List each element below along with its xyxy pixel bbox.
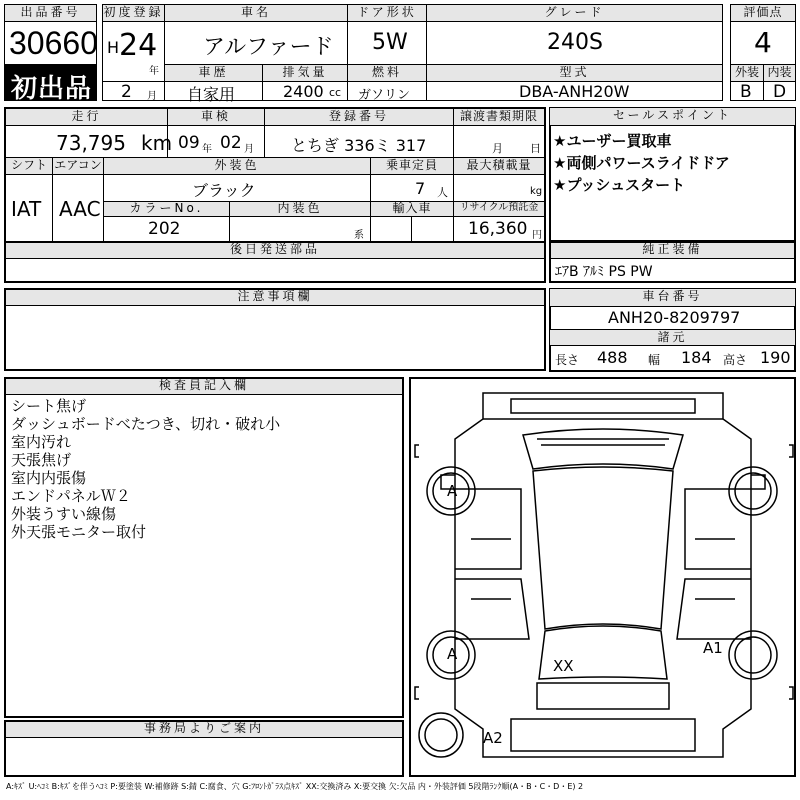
inspector-label: 検査員記入欄 bbox=[4, 377, 404, 395]
displacement-unit: cc bbox=[329, 86, 342, 99]
later-parts-box bbox=[4, 258, 546, 283]
ext-grade-cell bbox=[730, 81, 764, 101]
car-name-cell bbox=[164, 21, 348, 65]
transfer-month-unit: 月 bbox=[492, 142, 503, 155]
car-name-label: 車名 bbox=[164, 4, 348, 22]
shift: IAT bbox=[11, 197, 42, 221]
fuel-cell bbox=[347, 81, 427, 101]
recycle-unit: 円 bbox=[532, 230, 542, 241]
grade-cell bbox=[426, 21, 723, 65]
era: H bbox=[107, 38, 120, 57]
legend: A:ｷｽﾞ U:ﾍｺﾐ B:ｷｽﾞを伴うﾍｺﾐ P:要塗装 W:補修跡 S:錆 C:腐食、穴 G:ﾌﾛﾝﾄｶﾞﾗｽ点ｷｽﾞ XX:交換済み X:要交換 欠:欠品 内・外装評価 5段階ﾗﾝｸ順(A・B・C・D・E) 2 bbox=[6, 782, 584, 791]
door-type: 5W bbox=[372, 30, 408, 55]
notes-box bbox=[4, 305, 546, 371]
shift-cell bbox=[5, 174, 53, 242]
front-bumper bbox=[511, 399, 695, 413]
inspection-year: 09 bbox=[178, 133, 200, 153]
wheel-rear-right bbox=[729, 631, 777, 679]
office-label: 事務局よりご案内 bbox=[4, 720, 404, 738]
displacement-label: 排気量 bbox=[262, 64, 348, 82]
mileage-cell bbox=[5, 125, 173, 158]
left-rear-door bbox=[455, 579, 529, 639]
inspector-line: 外装うすい線傷 bbox=[11, 505, 117, 523]
history: 自家用 bbox=[187, 85, 236, 104]
equipment-box bbox=[549, 258, 796, 283]
notes-label: 注意事項欄 bbox=[4, 288, 546, 306]
max-load-cell bbox=[453, 174, 545, 202]
roof bbox=[533, 467, 673, 629]
score: 4 bbox=[754, 26, 772, 59]
fuel: ガソリン bbox=[358, 88, 411, 103]
grade-label: グレード bbox=[426, 4, 723, 22]
transfer-label: 譲渡書類期限 bbox=[453, 108, 545, 126]
capacity-label: 乗車定員 bbox=[370, 157, 454, 175]
sales-label: セールスポイント bbox=[550, 108, 795, 126]
inspection-month: 02 bbox=[220, 133, 242, 153]
import-cell-left bbox=[370, 216, 412, 242]
displacement: 2400 bbox=[283, 82, 324, 101]
first-listing-badge bbox=[4, 64, 97, 104]
int-grade-label: 内装 bbox=[763, 64, 796, 82]
first-reg-year-cell bbox=[102, 21, 165, 82]
car-diagram bbox=[409, 377, 796, 777]
right-mirror bbox=[751, 475, 765, 489]
max-load-label: 最大積載量 bbox=[453, 157, 545, 175]
sales-item: ★両側パワースライドドア bbox=[553, 154, 730, 172]
max-load-unit: kg bbox=[530, 186, 543, 197]
capacity-cell bbox=[370, 174, 454, 202]
rear-bumper bbox=[511, 719, 695, 751]
door-cell bbox=[347, 21, 427, 65]
model-code: DBA-ANH20W bbox=[519, 82, 630, 101]
first-listing-text: 初出品 bbox=[11, 74, 93, 104]
inspector-line: シート焦げ bbox=[11, 397, 87, 415]
inspection-label: 車検 bbox=[167, 108, 265, 126]
capacity-unit: 人 bbox=[437, 186, 448, 199]
car-name: アルファード bbox=[203, 35, 334, 60]
score-cell bbox=[730, 21, 796, 65]
color-no-cell bbox=[103, 216, 230, 242]
plate-label: 登録番号 bbox=[264, 108, 454, 126]
height-label: 高さ bbox=[723, 353, 748, 367]
first-reg-label: 初度登録 bbox=[102, 4, 165, 22]
grade: 240S bbox=[547, 30, 603, 55]
shift-label: シフト bbox=[5, 157, 53, 175]
inspector-box bbox=[4, 394, 404, 718]
inspection-cell bbox=[167, 125, 265, 158]
inspector-line: 室内汚れ bbox=[11, 433, 72, 451]
damage-mark: A bbox=[447, 482, 458, 500]
exterior-color: ブラック bbox=[192, 181, 256, 200]
lot-number-cell bbox=[4, 21, 97, 65]
inspection-year-unit: 年 bbox=[202, 144, 212, 155]
history-cell bbox=[164, 81, 263, 104]
lot-label: 出品番号 bbox=[4, 4, 97, 22]
int-grade: D bbox=[773, 82, 787, 102]
inspector-line: 外天張モニター取付 bbox=[11, 523, 147, 541]
wheel-front-right-inner bbox=[735, 473, 771, 509]
transfer-cell bbox=[453, 125, 545, 158]
rear-hatch bbox=[537, 683, 669, 709]
year-unit: 年 bbox=[149, 66, 159, 77]
sales-item: ★ユーザー買取車 bbox=[553, 132, 672, 150]
wheel-front-right bbox=[729, 467, 777, 515]
left-front-door bbox=[455, 489, 521, 569]
body-outline bbox=[455, 393, 751, 757]
width-value: 184 bbox=[681, 348, 712, 367]
mileage-unit: km bbox=[141, 131, 173, 155]
damage-mark: A2 bbox=[483, 729, 503, 747]
model-code-label: 型式 bbox=[426, 64, 723, 82]
inspection-month-unit: 月 bbox=[244, 144, 254, 155]
history-label: 車歴 bbox=[164, 64, 263, 82]
ac-label: エアコン bbox=[52, 157, 104, 175]
displacement-cell bbox=[262, 81, 348, 101]
length-value: 488 bbox=[597, 348, 628, 367]
interior-color-unit: 系 bbox=[354, 230, 364, 241]
fuel-label: 燃料 bbox=[347, 64, 427, 82]
model-code-cell bbox=[426, 81, 723, 101]
import-cell-right bbox=[411, 216, 454, 242]
door-label: ドア形状 bbox=[347, 4, 427, 22]
mileage: 73,795 bbox=[56, 131, 126, 155]
color-no: 202 bbox=[148, 219, 181, 239]
interior-color-label: 内装色 bbox=[229, 201, 371, 217]
ac: AAC bbox=[59, 197, 101, 221]
recycle-cell bbox=[453, 216, 545, 242]
first-reg-month-cell bbox=[102, 81, 165, 101]
score-label: 評価点 bbox=[730, 4, 796, 22]
right-front-door bbox=[685, 489, 751, 569]
month-unit: 月 bbox=[147, 91, 157, 102]
spare-wheel-inner bbox=[425, 719, 457, 751]
chassis-number: ANH20-8209797 bbox=[608, 308, 741, 327]
chassis-label: 車台番号 bbox=[550, 289, 795, 307]
recycle-amount: 16,360 bbox=[468, 219, 528, 239]
office-box bbox=[4, 737, 404, 777]
capacity: 7 bbox=[415, 179, 426, 198]
inspector-line: 天張焦げ bbox=[11, 451, 72, 469]
ext-grade-label: 外装 bbox=[730, 64, 764, 82]
import-label: 輸入車 bbox=[370, 201, 454, 217]
damage-mark: A bbox=[447, 645, 458, 663]
plate-cell bbox=[264, 125, 454, 158]
front-grille bbox=[537, 439, 669, 445]
height-value: 190 bbox=[760, 348, 791, 367]
lot-number: 30660 bbox=[9, 25, 98, 61]
int-grade-cell bbox=[763, 81, 796, 101]
first-reg-year: 24 bbox=[119, 28, 158, 63]
equipment-label: 純正装備 bbox=[549, 241, 796, 259]
length-label: 長さ bbox=[555, 353, 580, 367]
damage-mark: XX bbox=[553, 657, 574, 675]
inspector-line: ダッシュボードべたつき、切れ・破れ小 bbox=[11, 415, 281, 433]
right-rear-door bbox=[677, 579, 751, 639]
wheel-rear-right-inner bbox=[735, 637, 771, 673]
later-parts-label: 後日発送部品 bbox=[4, 241, 546, 259]
width-label: 幅 bbox=[648, 353, 661, 367]
mileage-label: 走行 bbox=[5, 108, 168, 126]
windshield bbox=[523, 429, 683, 469]
plate-number: とちぎ 336ミ 317 bbox=[291, 136, 427, 155]
car-diagram-svg bbox=[411, 379, 794, 775]
first-reg-month: 2 bbox=[121, 82, 132, 102]
inspector-line: 室内内張傷 bbox=[11, 469, 87, 487]
interior-color-cell bbox=[229, 216, 371, 242]
dims-label: 諸元 bbox=[550, 329, 795, 346]
transfer-day-unit: 日 bbox=[530, 142, 541, 155]
recycle-label: リサイクル預託金 bbox=[453, 201, 545, 217]
sales-item: ★プッシュスタート bbox=[553, 176, 686, 194]
ac-cell bbox=[52, 174, 104, 242]
color-no-label: カラーNo. bbox=[103, 201, 230, 217]
damage-mark: A1 bbox=[703, 639, 723, 657]
exterior-color-cell bbox=[103, 174, 371, 202]
exterior-color-label: 外装色 bbox=[103, 157, 371, 175]
equipment-value: ｴｱB ｱﾙﾐ PS PW bbox=[555, 264, 653, 280]
ext-grade: B bbox=[740, 82, 752, 102]
inspector-line: エンドパネルＷ２ bbox=[11, 487, 131, 505]
